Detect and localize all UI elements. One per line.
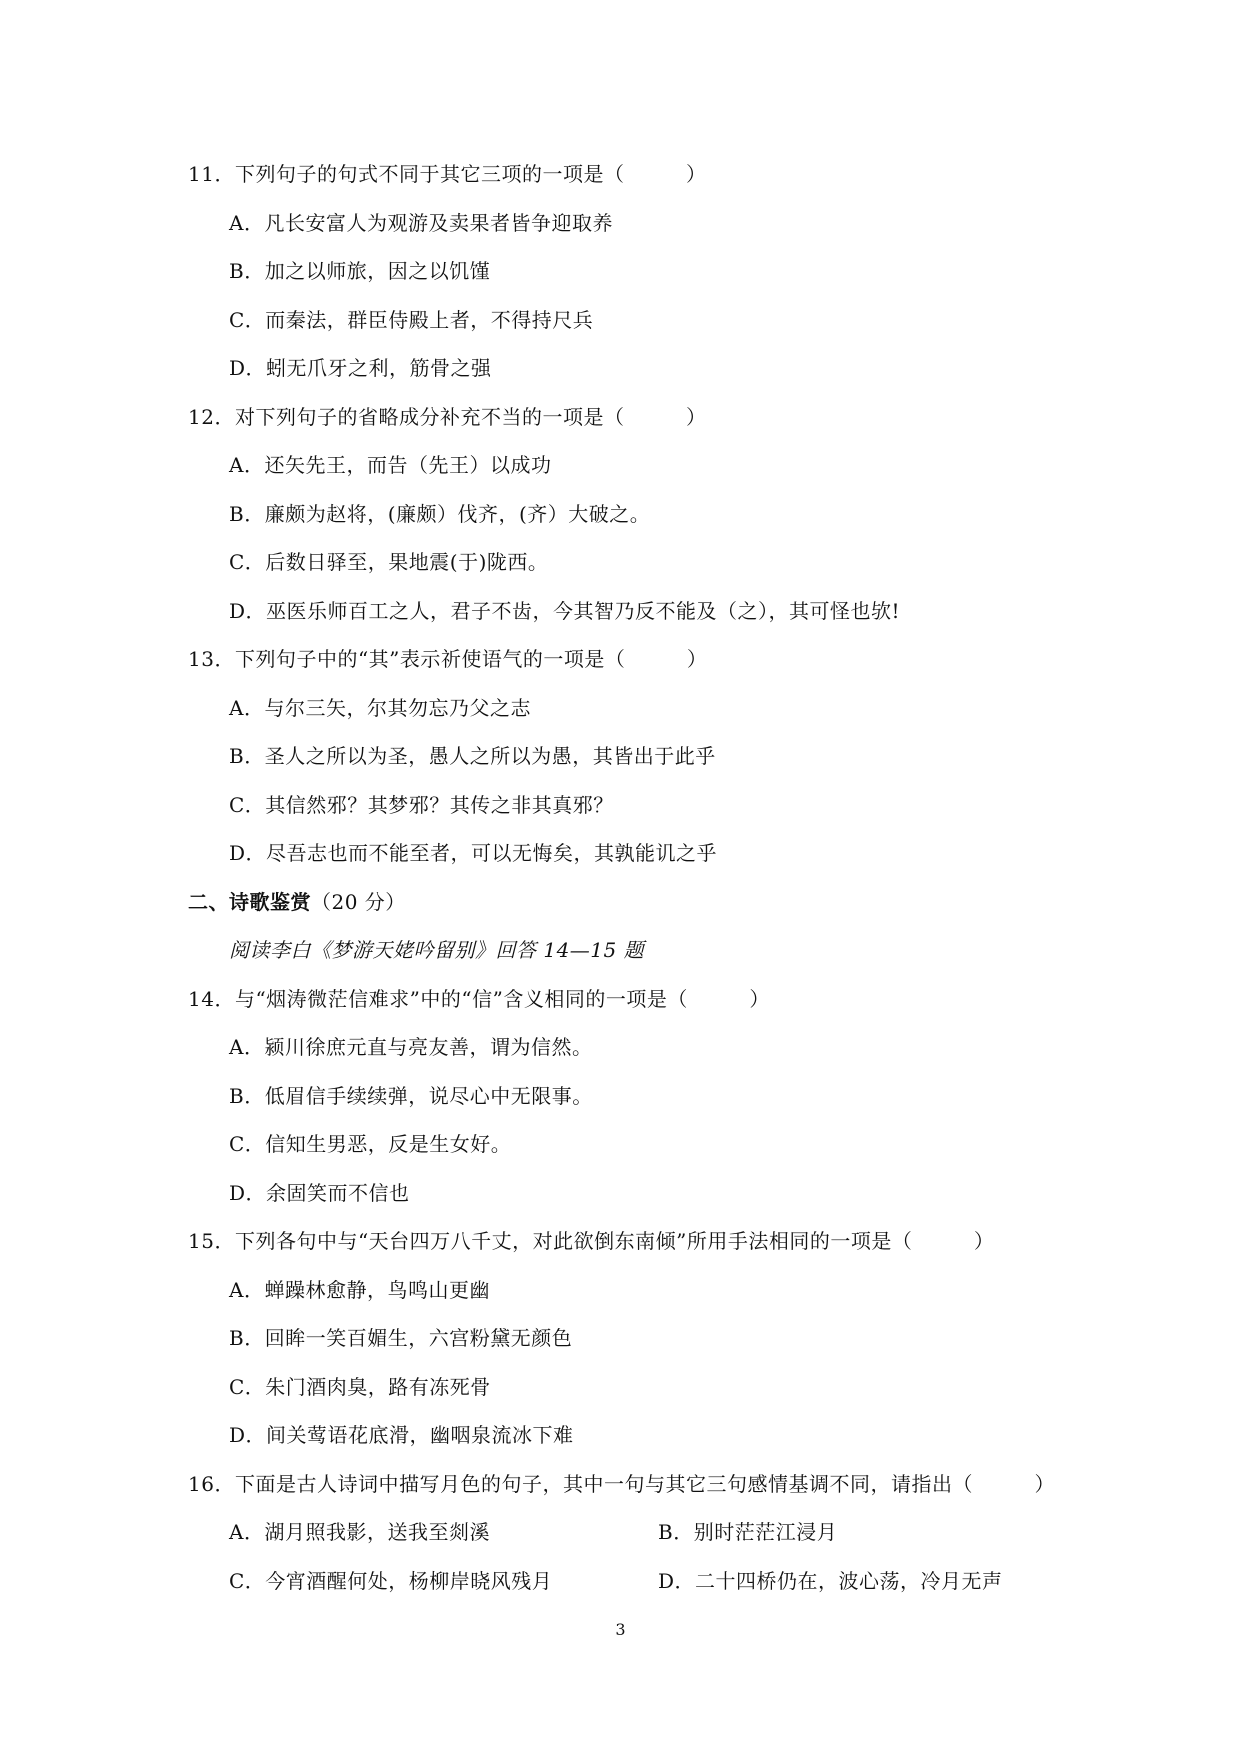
question-16-option-c: C．今宵酒醒何处，杨柳岸晓风残月	[229, 1569, 553, 1593]
question-13-option-a: A．与尔三矢，尔其勿忘乃父之志	[229, 696, 531, 720]
question-14-option-b: B．低眉信手续续弹，说尽心中无限事。	[229, 1084, 593, 1108]
question-12-stem: 12．对下列句子的省略成分补充不当的一项是（ ）	[188, 405, 707, 429]
question-11-option-d: D．蚓无爪牙之利，筋骨之强	[229, 356, 492, 380]
section-score: （20 分）	[311, 890, 406, 914]
section-heading	[188, 888, 406, 916]
question-16-stem: 16．下面是古人诗词中描写月色的句子，其中一句与其它三句感情基调不同，请指出（ ）	[188, 1472, 1055, 1496]
question-11-option-b: B．加之以师旅，因之以饥馑	[229, 259, 491, 283]
question-12-option-c: C．后数日驿至，果地震(于)陇西。	[229, 550, 549, 574]
question-13-option-c: C．其信然邪？其梦邪？其传之非其真邪？	[229, 793, 614, 817]
question-15-stem: 15．下列各句中与“天台四万八千丈，对此欲倒东南倾”所用手法相同的一项是（ ）	[188, 1229, 995, 1253]
question-12-option-b: B．廉颇为赵将，(廉颇）伐齐，(齐）大破之。	[229, 502, 651, 526]
question-11-option-a: A．凡长安富人为观游及卖果者皆争迎取养	[229, 211, 613, 235]
question-14-option-c: C．信知生男恶，反是生女好。	[229, 1132, 512, 1156]
question-12-option-d: D．巫医乐师百工之人，君子不齿，今其智乃反不能及（之），其可怪也欤!	[229, 599, 901, 623]
question-13-option-d: D．尽吾志也而不能至者，可以无悔矣，其孰能讥之乎	[229, 841, 718, 865]
section-title: 二、诗歌鉴赏	[188, 890, 311, 914]
question-14-option-d: D．余固笑而不信也	[229, 1181, 410, 1205]
question-16-option-b: B．别时茫茫江浸月	[658, 1520, 838, 1544]
section-intro: 阅读李白《梦游天姥吟留别》回答 14—15 题	[229, 938, 645, 962]
question-15-option-c: C．朱门酒肉臭，路有冻死骨	[229, 1375, 491, 1399]
question-13-option-b: B．圣人之所以为圣，愚人之所以为愚，其皆出于此乎	[229, 744, 716, 768]
question-13-stem: 13．下列句子中的“其”表示祈使语气的一项是（ ）	[188, 647, 708, 671]
question-15-option-d: D．间关莺语花底滑，幽咽泉流冰下难	[229, 1423, 574, 1447]
question-11-option-c: C．而秦法，群臣侍殿上者，不得持尺兵	[229, 308, 594, 332]
page-number: 3	[615, 1620, 626, 1639]
question-14-option-a: A．颍川徐庶元直与亮友善，谓为信然。	[229, 1035, 593, 1059]
question-12-option-a: A．还矢先王，而告（先王）以成功	[229, 453, 552, 477]
question-14-stem: 14．与“烟涛微茫信难求”中的“信”含义相同的一项是（ ）	[188, 987, 770, 1011]
question-16-option-a: A．湖月照我影，送我至剡溪	[229, 1520, 490, 1544]
question-11-stem: 11．下列句子的句式不同于其它三项的一项是（ ）	[188, 162, 707, 186]
question-15-option-a: A．蝉躁林愈静，鸟鸣山更幽	[229, 1278, 490, 1302]
question-16-option-d: D．二十四桥仍在，波心荡，冷月无声	[658, 1569, 1003, 1593]
question-15-option-b: B．回眸一笑百媚生，六宫粉黛无颜色	[229, 1326, 573, 1350]
